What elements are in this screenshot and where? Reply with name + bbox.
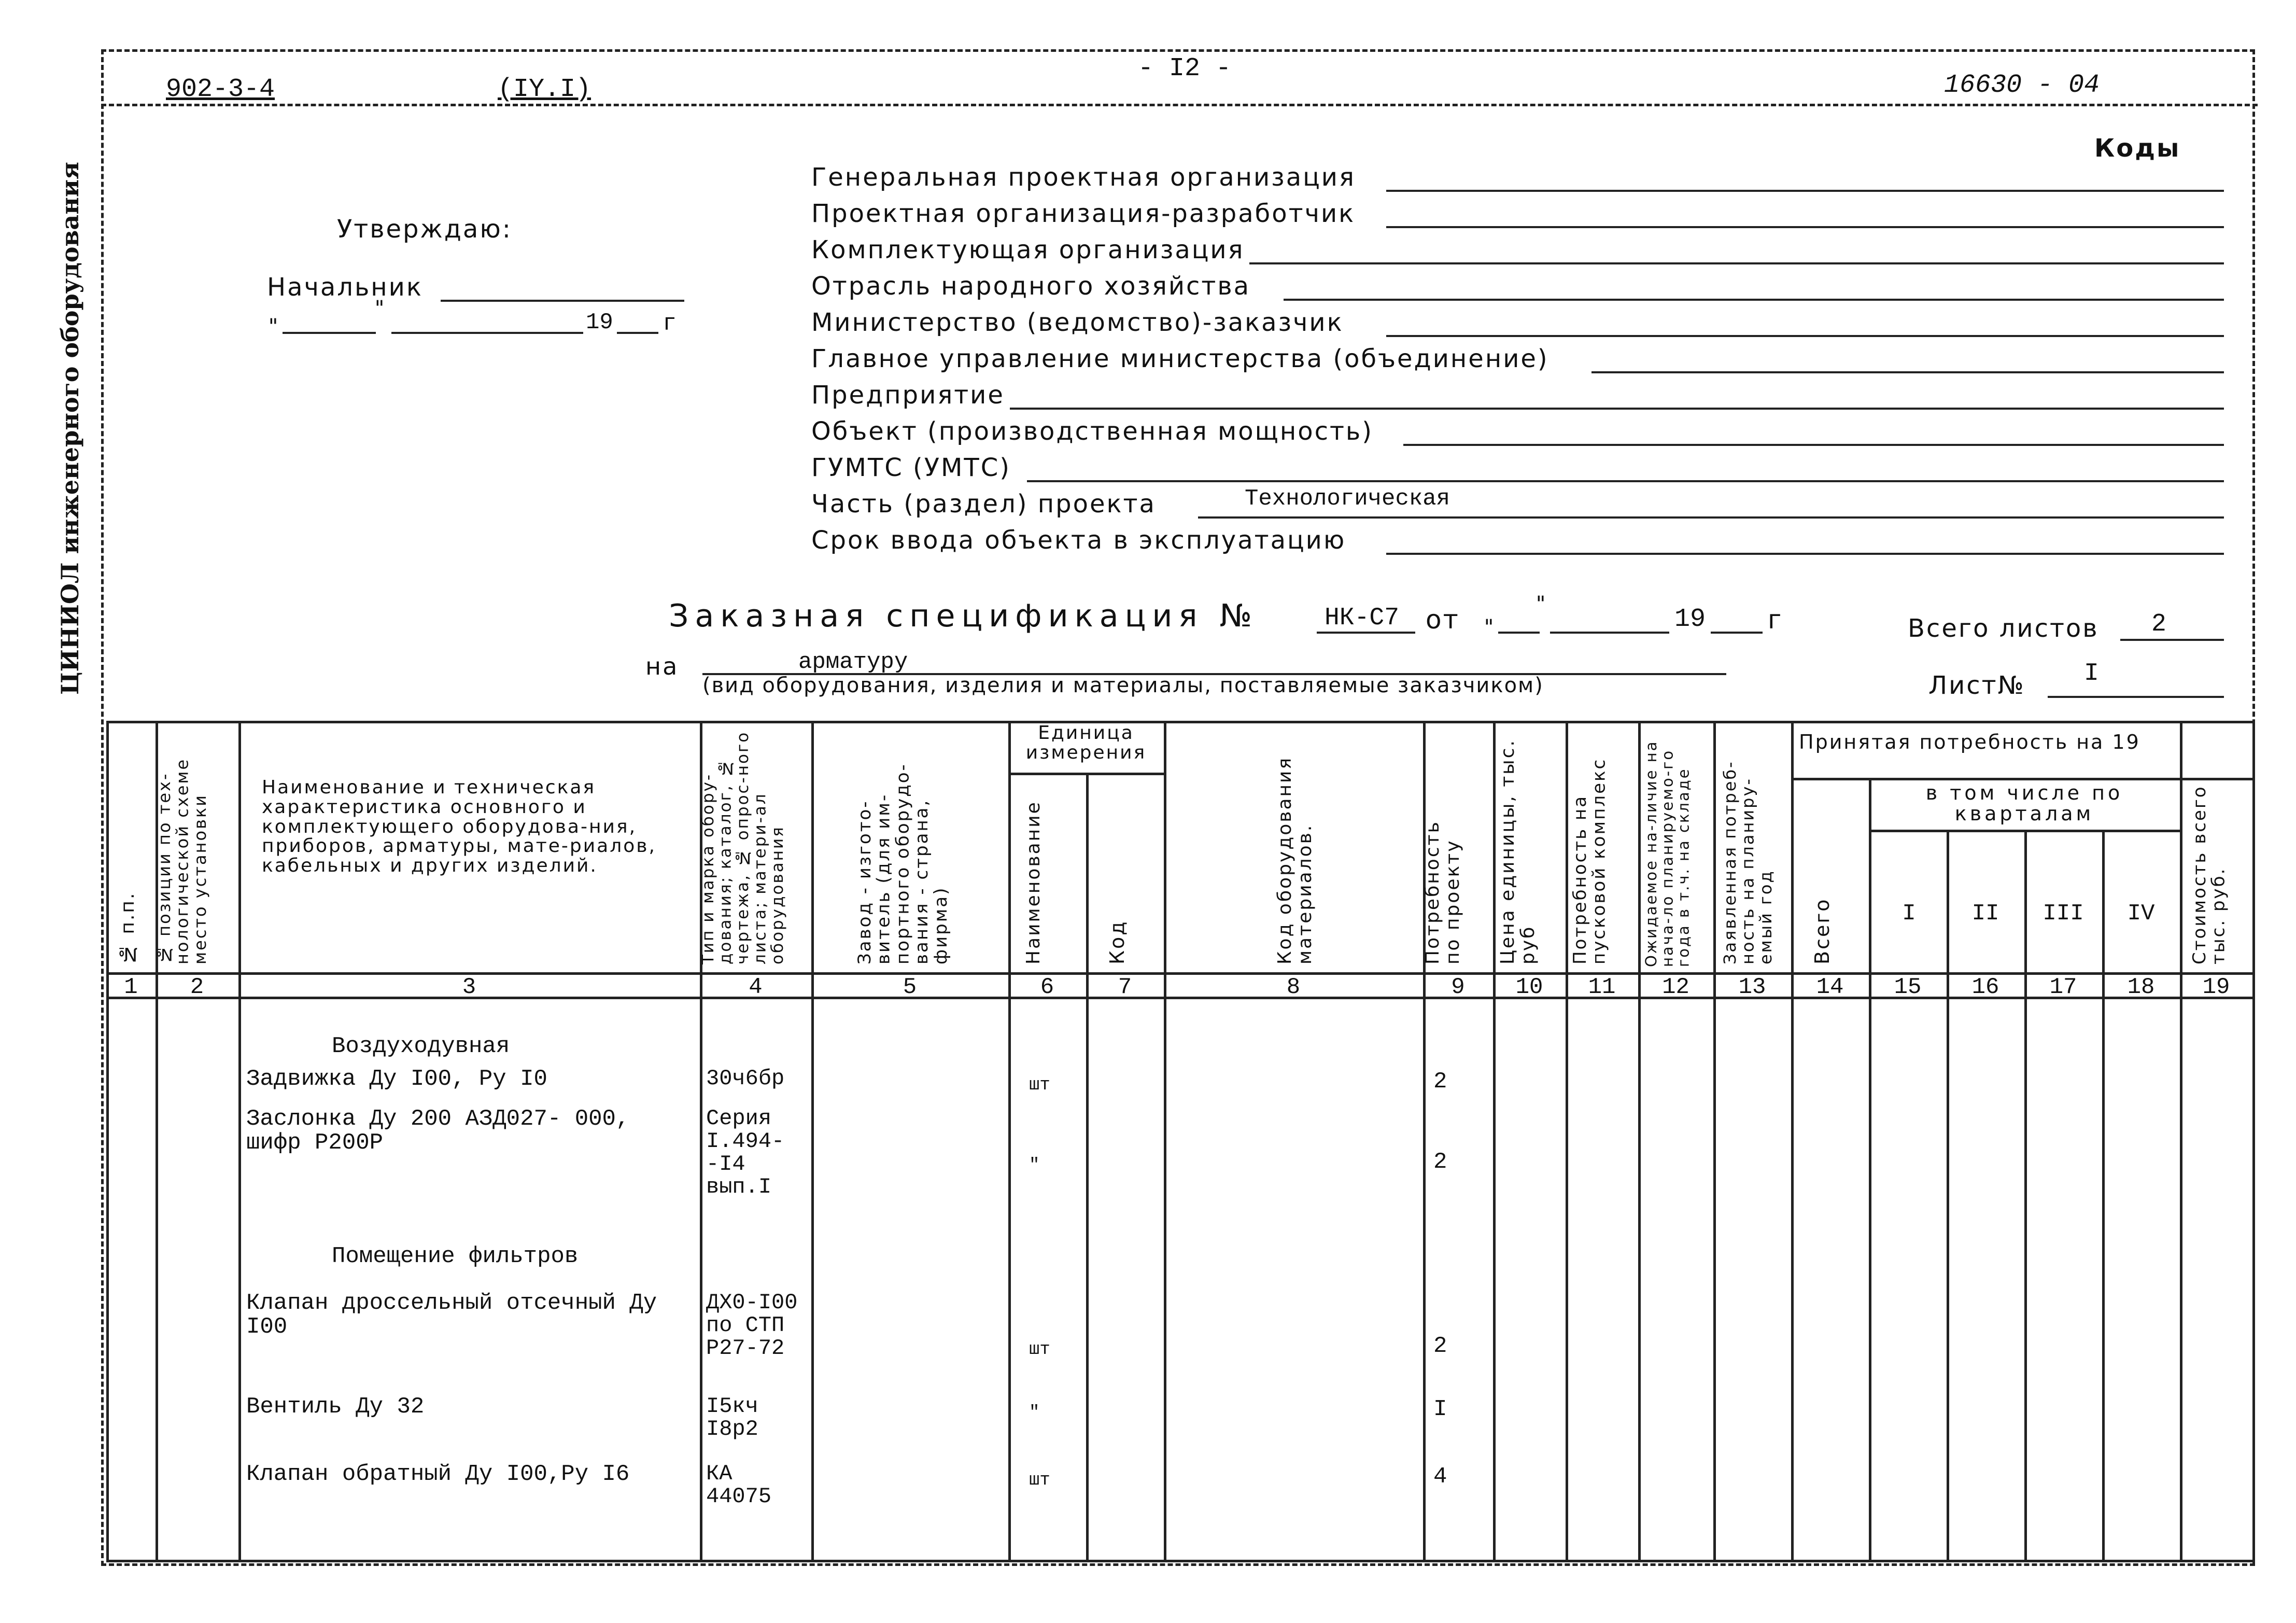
col-8-header: Код оборудования материалов. (1274, 756, 1316, 964)
item-unit: " (1029, 1403, 1040, 1423)
column-number: 19 (2202, 974, 2230, 1000)
field-line (1198, 516, 2224, 519)
spec-number: НК-С7 (1325, 604, 1400, 632)
column-divider (1566, 721, 1568, 1561)
approval-month-line (391, 332, 583, 334)
field-label: Главное управление министерства (объединение) (811, 344, 1549, 373)
spec-number-line (1317, 632, 1415, 634)
column-number: 1 (124, 974, 138, 1000)
col-6-header: Наименование (1023, 801, 1044, 964)
item-quantity: 2 (1433, 1333, 1447, 1359)
column-number: 5 (903, 974, 917, 1000)
field-value: Технологическая (1245, 486, 1450, 512)
doc-code: 902-3-4 (166, 75, 275, 104)
column-divider (1086, 773, 1089, 1561)
approval-quote-mid: " (373, 297, 386, 320)
column-divider (238, 721, 241, 1561)
spec-title: Заказная спецификация № (669, 598, 1258, 634)
header-divider (101, 104, 2258, 106)
column-divider (2024, 830, 2027, 1561)
item-type: КА 44075 (706, 1461, 772, 1509)
spec-year: 19 (1674, 605, 1706, 634)
spec-year-suffix: г (1768, 605, 1783, 635)
item-quantity: 4 (1433, 1464, 1447, 1490)
page-number: - I2 - (1138, 54, 1232, 83)
column-divider (811, 721, 814, 1561)
spec-quote-mid: " (1534, 592, 1547, 616)
field-line (1403, 444, 2224, 446)
field-line (1386, 226, 2224, 228)
total-sheets: 2 (2151, 610, 2166, 638)
quarters-group-header: в том числе по кварталам (1925, 781, 2123, 825)
item-name: Вентиль Ду 32 (246, 1394, 425, 1420)
column-number: 7 (1118, 974, 1132, 1000)
col-13-header: Заявленная потреб-ность на планиру-емый год (1720, 760, 1776, 964)
col-14-header: Всего (1811, 898, 1834, 964)
col-18-header: IV (2127, 901, 2155, 927)
item-name: Задвижка Ду I00, Ру I0 (246, 1066, 547, 1092)
section-code: (IY.I) (498, 75, 591, 104)
col-3-header: Наименование и техническая характеристика основного и комплектующего оборудова-ния, приборов, арматуры, мате-риалов, кабельных и других изделий. (262, 777, 656, 877)
item-unit: шт (1029, 1471, 1050, 1490)
field-label: ГУМТС (УМТС) (811, 453, 1011, 482)
sheet-label: Лист№ (1928, 671, 2025, 700)
column-number: 6 (1040, 974, 1054, 1000)
field-label: Отрасль народного хозяйства (811, 272, 1251, 301)
field-label: Комплектующая организация (811, 235, 1245, 264)
item-quantity: I (1433, 1396, 1447, 1422)
column-number: 10 (1515, 974, 1543, 1000)
field-label: Проектная организация-разработчик (811, 199, 1356, 228)
col-7-header: Код (1106, 920, 1129, 964)
table-top-border (106, 721, 2255, 723)
column-number: 15 (1894, 974, 1922, 1000)
spec-quote-open: " (1483, 615, 1496, 639)
item-name: Клапан обратный Ду I00,Ру I6 (246, 1461, 630, 1487)
field-label: Объект (производственная мощность) (811, 417, 1373, 446)
accepted-divider (1791, 778, 2255, 780)
approval-year: 19 (586, 310, 613, 335)
spec-na: на (645, 652, 679, 680)
item-unit: шт (1029, 1340, 1050, 1360)
total-sheets-label: Всего листов (1908, 614, 2099, 643)
field-line (1386, 190, 2224, 192)
column-number: 18 (2127, 974, 2155, 1000)
field-line (1249, 262, 2224, 264)
column-divider (1713, 721, 1716, 1561)
table-header-bottom (106, 972, 2255, 975)
field-label: Министерство (ведомство)-заказчик (811, 308, 1344, 337)
column-divider (1947, 830, 1949, 1561)
col-11-header: Потребность на пусковой комплекс (1570, 758, 1610, 964)
accepted-header: Принятая потребность на 19 (1799, 731, 2140, 753)
column-number: 4 (749, 974, 763, 1000)
field-label: Срок ввода объекта в эксплуатацию (811, 526, 1346, 555)
field-label: Часть (раздел) проекта (811, 489, 1156, 519)
item-quantity: 2 (1433, 1149, 1447, 1175)
item-type: ДХ0-I00 по СТП Р27-72 (706, 1290, 798, 1361)
column-number: 12 (1662, 974, 1689, 1000)
col-1-header: № п.п. (117, 891, 138, 964)
col-15-header: I (1902, 901, 1916, 927)
col-19-header: Стоимость всего тыс. руб. (2189, 785, 2229, 964)
item-type: I5кч I8р2 (706, 1394, 758, 1442)
column-divider (106, 721, 109, 1561)
column-divider (1791, 721, 1794, 1561)
col-9-header: Потребность по проекту (1422, 820, 1463, 964)
spec-subject-caption: (вид оборудования, изделия и материалы, поставляемые заказчиком) (702, 674, 1544, 697)
column-number: 11 (1588, 974, 1616, 1000)
spec-month-line (1550, 632, 1669, 634)
item-type: 30ч6бр (706, 1066, 785, 1091)
field-line (1284, 299, 2224, 301)
col-4-header: Тип и марка обору-дования; каталог, № чертежа, № опрос-ного листа; матери-ал оборудования (699, 731, 787, 964)
col-10-header: Цена единицы, тыс. руб (1497, 739, 1539, 964)
spec-day-line (1498, 632, 1540, 634)
item-unit: шт (1029, 1075, 1050, 1095)
item-name: Клапан дроссельный отсечный Ду I00 (246, 1290, 657, 1340)
item-quantity: 2 (1433, 1069, 1447, 1095)
column-number: 16 (1971, 974, 1999, 1000)
col-5-header: Завод - изгото-витель (для им-портного оборудо-вания - страна, фирма) (854, 763, 951, 964)
column-divider (1638, 721, 1641, 1561)
col-17-header: III (2043, 901, 2084, 927)
approval-quote-open: " (267, 315, 280, 339)
approval-year-suffix: г (664, 309, 678, 335)
column-number: 14 (1816, 974, 1844, 1000)
chief-signature-line (441, 300, 684, 302)
col-2-header: № позиции по тех-нологической схеме место установки (154, 758, 210, 964)
column-divider (1493, 721, 1496, 1561)
col-6-group-header: Единица измерения (1025, 722, 1147, 763)
approval-day-line (283, 332, 376, 334)
field-line (1386, 335, 2224, 337)
column-divider (2102, 830, 2105, 1561)
item-type: Серия I.494- -I4 вып.I (706, 1106, 785, 1200)
column-divider (1869, 778, 1871, 1561)
spec-year-line (1711, 632, 1763, 634)
sheet-id: 16630 - 04 (1944, 71, 2100, 100)
field-line (1591, 371, 2224, 373)
column-divider (2252, 721, 2255, 1561)
column-divider (1008, 721, 1011, 1561)
field-line (1027, 480, 2224, 482)
approval-year-line (617, 332, 658, 334)
approve-label: Утверждаю: (337, 215, 512, 244)
field-label: Предприятие (811, 381, 1005, 410)
spec-from: от (1426, 605, 1460, 635)
column-divider (1164, 721, 1166, 1561)
total-sheets-line (2120, 639, 2224, 641)
side-stamp: ЦИНИОЛ инженерного оборудования (56, 162, 84, 695)
section-heading: Воздуходувная (332, 1033, 510, 1059)
codes-label: Коды (2094, 134, 2181, 163)
sheet-number: I (2084, 660, 2099, 688)
column-number: 3 (462, 974, 476, 1000)
column-number: 17 (2049, 974, 2077, 1000)
field-label: Генеральная проектная организация (811, 163, 1356, 192)
column-number: 8 (1286, 974, 1301, 1000)
item-name: Заслонка Ду 200 АЗД027- 000, шифр Р200Р (246, 1106, 630, 1156)
field-line (1386, 553, 2224, 555)
sheet-number-line (2048, 696, 2224, 698)
col-12-header: Ожидаемое на-личие на нача-ло планируемо-го года в т.ч. на складе (1642, 740, 1693, 967)
spec-subject: арматуру (798, 649, 908, 675)
column-divider (2180, 721, 2182, 1561)
section-heading: Помещение фильтров (332, 1243, 579, 1269)
column-number: 2 (190, 974, 204, 1000)
table-bottom-border (106, 1560, 2255, 1562)
column-number: 9 (1451, 974, 1465, 1000)
chief-label: Начальник (267, 273, 423, 302)
col-16-header: II (1971, 901, 1999, 927)
field-line (1010, 408, 2224, 410)
item-unit: " (1029, 1156, 1040, 1176)
column-number: 13 (1738, 974, 1766, 1000)
